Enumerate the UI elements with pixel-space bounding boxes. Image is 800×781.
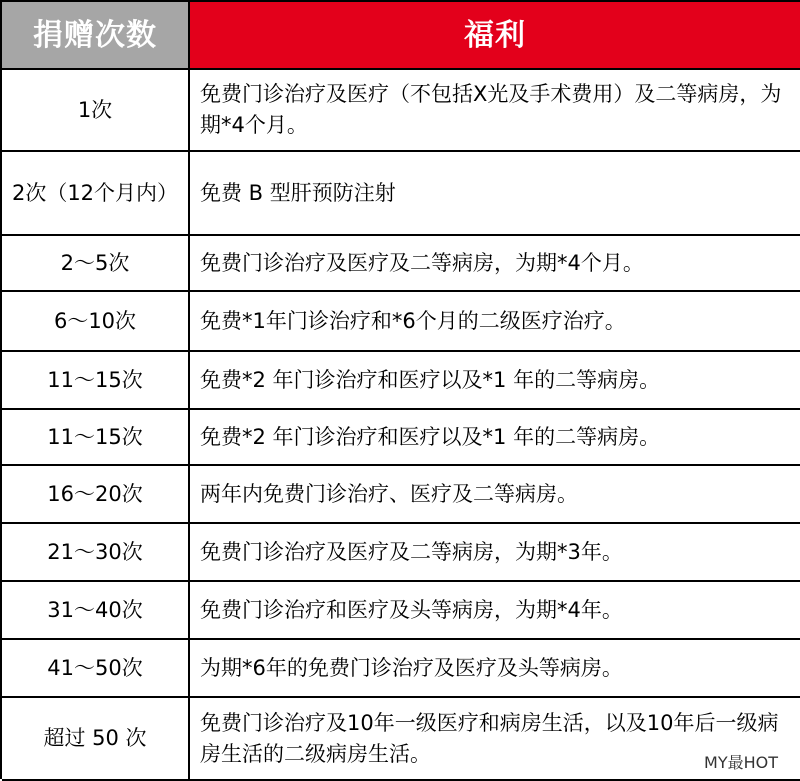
row-count: 21～30次 — [2, 524, 190, 582]
watermark-text: MY最HOT — [704, 750, 778, 773]
row-benefit: 免费*2 年门诊治疗和医疗以及*1 年的二等病房。 — [190, 352, 800, 410]
row-benefit: 为期*6年的免费门诊治疗及医疗及头等病房。 — [190, 640, 800, 698]
row-count: 2～5次 — [2, 236, 190, 292]
row-count: 2次（12个月内） — [2, 152, 190, 236]
row-benefit: 免费 B 型肝预防注射 — [190, 152, 800, 236]
row-count: 41～50次 — [2, 640, 190, 698]
header-donation-count: 捐赠次数 — [2, 2, 190, 70]
row-benefit: 免费门诊治疗及医疗及二等病房，为期*4个月。 — [190, 236, 800, 292]
row-count: 1次 — [2, 70, 190, 152]
header-benefits: 福利 — [190, 2, 800, 70]
row-benefit: 免费门诊治疗及医疗（不包括X光及手术费用）及二等病房，为期*4个月。 — [190, 70, 800, 152]
row-benefit: 两年内免费门诊治疗、医疗及二等病房。 — [190, 466, 800, 524]
row-benefit: 免费门诊治疗及医疗及二等病房，为期*3年。 — [190, 524, 800, 582]
row-benefit: 免费门诊治疗和医疗及头等病房，为期*4年。 — [190, 582, 800, 640]
row-count: 11～15次 — [2, 352, 190, 410]
row-benefit: 免费门诊治疗及10年一级医疗和病房生活，以及10年后一级病房生活的二级病房生活。 — [190, 698, 800, 781]
row-count: 16～20次 — [2, 466, 190, 524]
row-count: 31～40次 — [2, 582, 190, 640]
row-benefit: 免费*1年门诊治疗和*6个月的二级医疗治疗。 — [190, 292, 800, 352]
row-count: 6～10次 — [2, 292, 190, 352]
row-count: 11～15次 — [2, 410, 190, 466]
row-count: 超过 50 次 — [2, 698, 190, 781]
row-benefit: 免费*2 年门诊治疗和医疗以及*1 年的二等病房。 — [190, 410, 800, 466]
